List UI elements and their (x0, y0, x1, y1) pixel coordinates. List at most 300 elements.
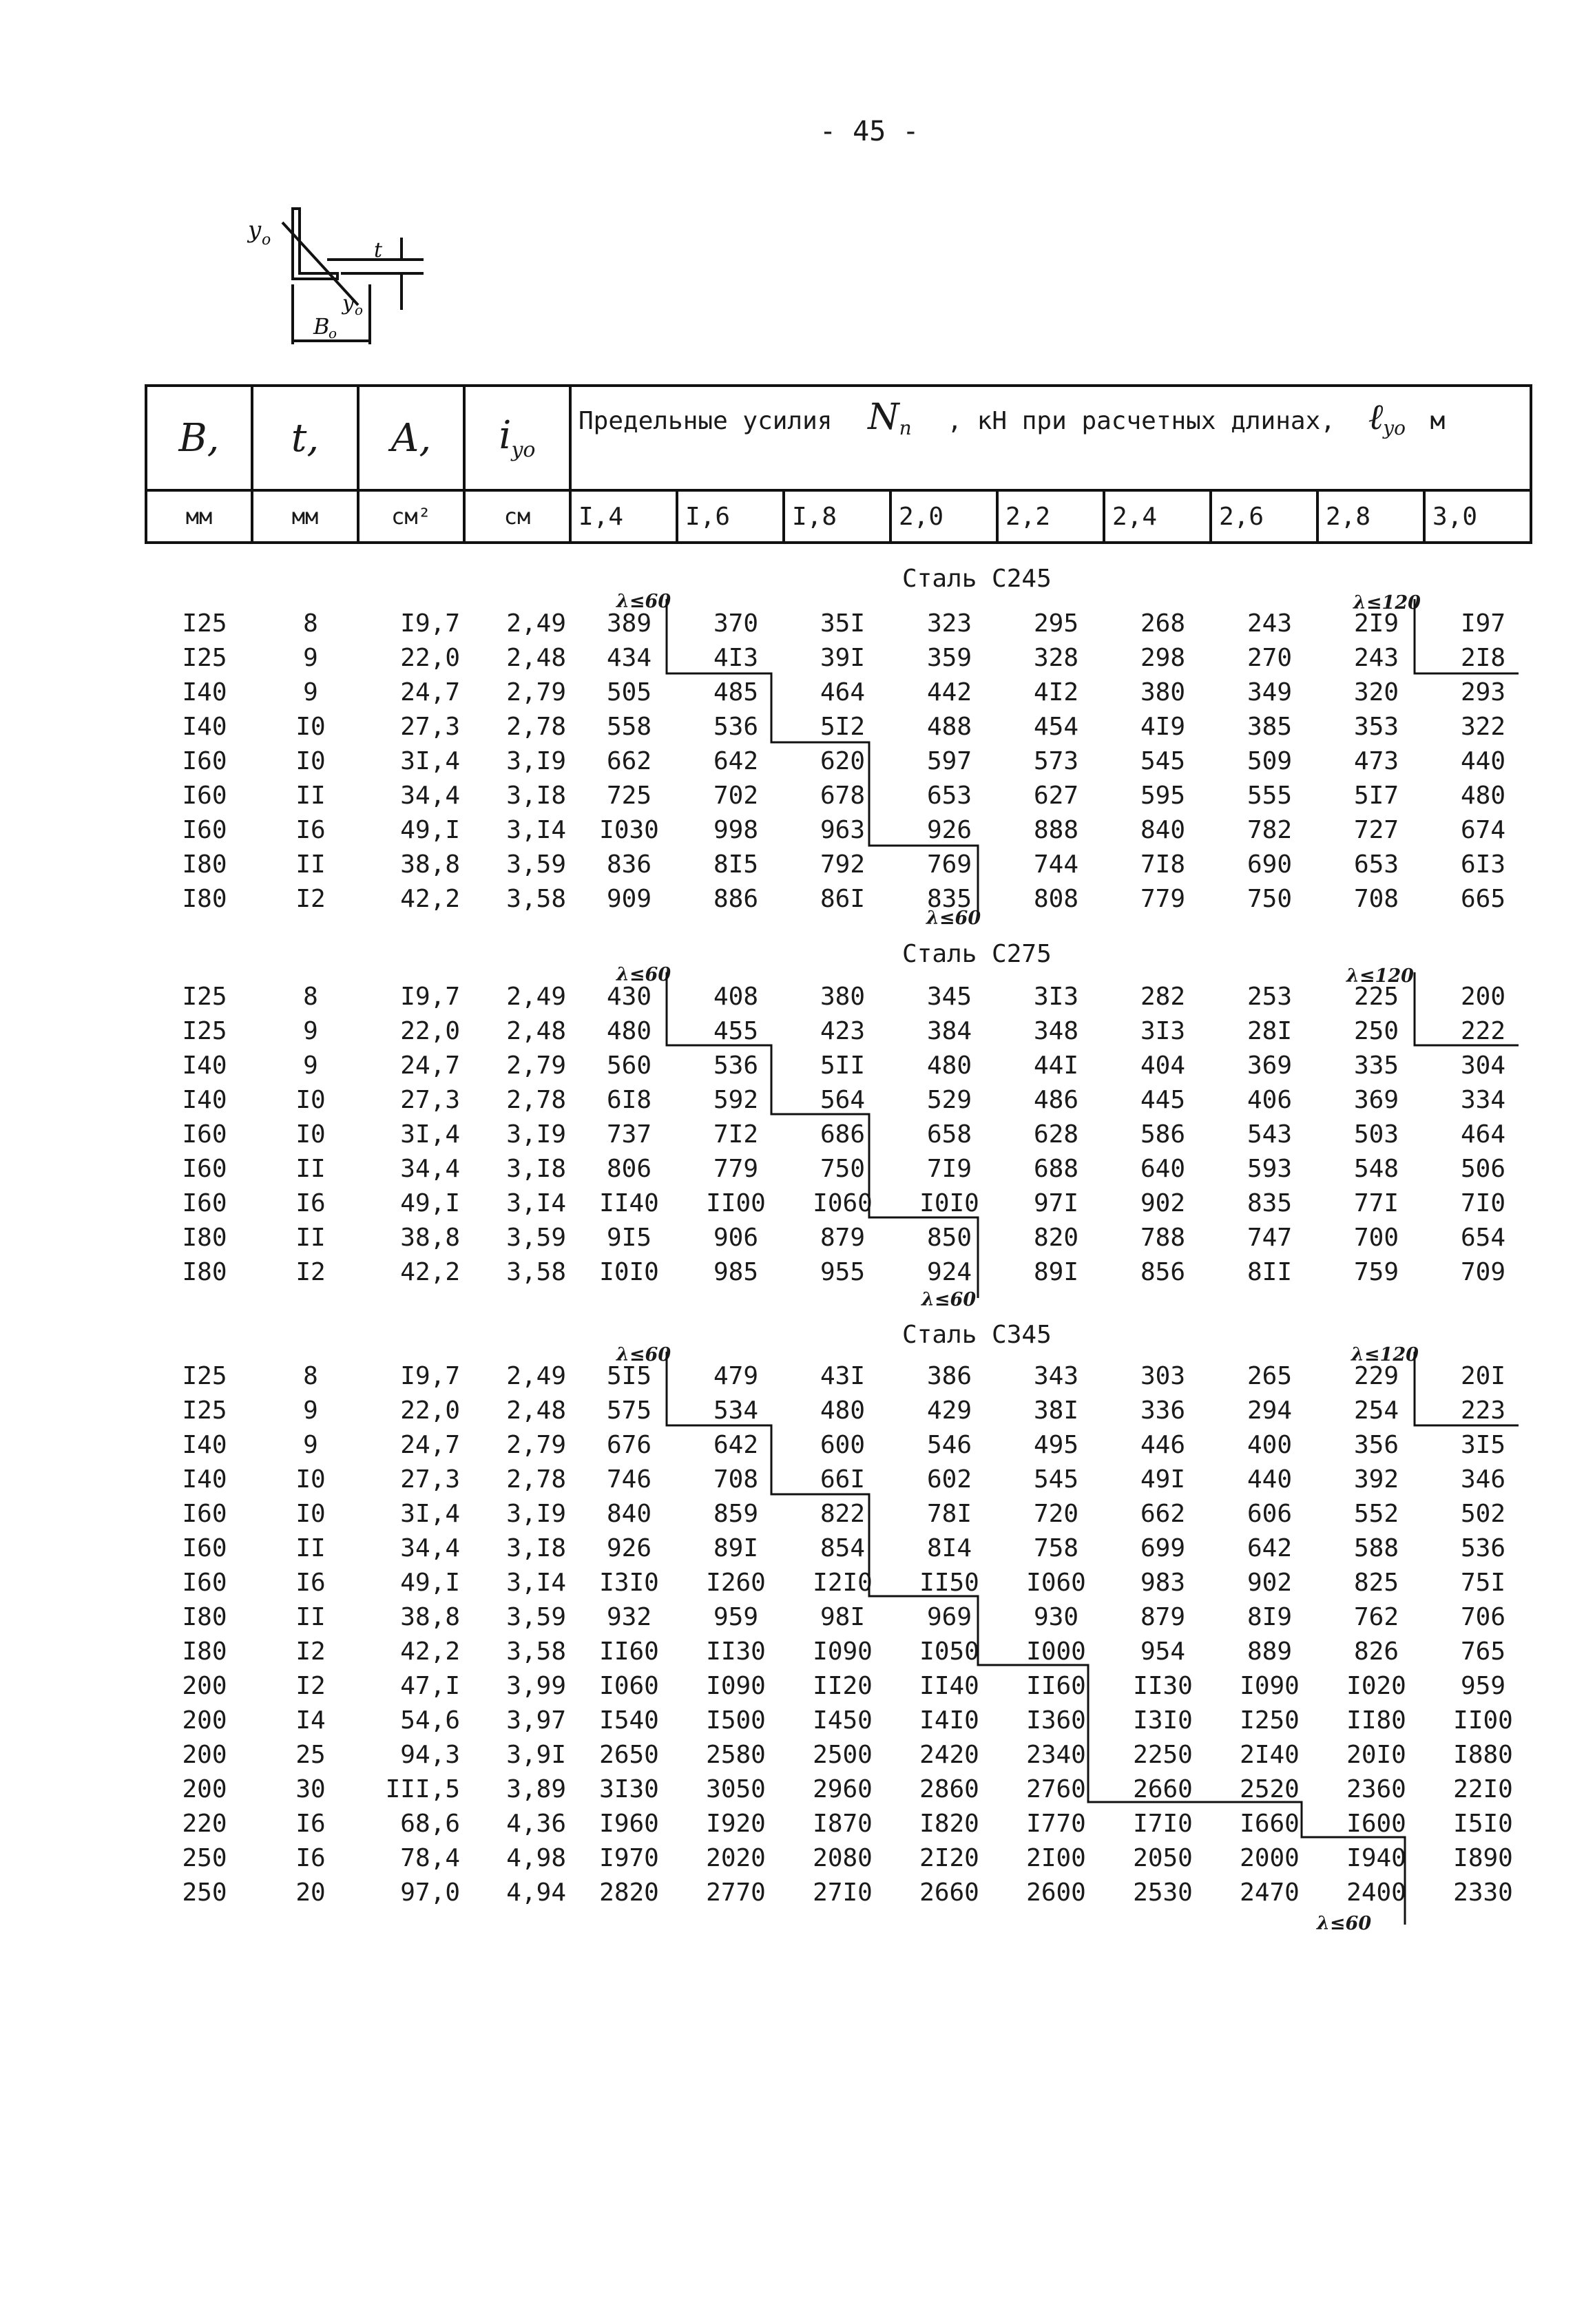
cell-limit-force: I820 (919, 1809, 979, 1838)
cell-b: I25 (182, 982, 227, 1011)
cell-limit-force: 676 (606, 1430, 652, 1459)
cell-limit-force: 727 (1353, 815, 1399, 844)
cell-b: I60 (182, 1120, 227, 1149)
cell-limit-force: 708 (713, 1465, 759, 1494)
cell-limit-force: II20 (813, 1671, 873, 1700)
cell-limit-force: I060 (813, 1189, 873, 1217)
cell-t: II (295, 781, 326, 810)
cell-t: 25 (295, 1740, 326, 1769)
length-1-4: I,4 (570, 490, 677, 543)
cell-limit-force: 75I (1460, 1568, 1506, 1597)
cell-b: I25 (182, 1396, 227, 1425)
cell-limit-force: 480 (1460, 781, 1506, 810)
cell-limit-force: 628 (1033, 1120, 1079, 1149)
cell-limit-force: 389 (606, 609, 652, 638)
cell-limit-force: I020 (1346, 1671, 1406, 1700)
cell-limit-force: 295 (1033, 609, 1079, 638)
cell-limit-force: 662 (1140, 1499, 1186, 1528)
cell-limit-force: 2650 (599, 1740, 659, 1769)
cell-b: I60 (182, 1499, 227, 1528)
cell-limit-force: 840 (606, 1499, 652, 1528)
cell-b: 250 (182, 1878, 227, 1907)
cell-limit-force: 762 (1353, 1602, 1399, 1631)
cell-limit-force: 759 (1353, 1257, 1399, 1286)
cell-t: I4 (295, 1706, 326, 1735)
cell-limit-force: 480 (926, 1051, 972, 1080)
cell-area: III,5 (385, 1775, 460, 1803)
cell-limit-force: 346 (1460, 1465, 1506, 1494)
cell-limit-force: 384 (926, 1016, 972, 1045)
cell-limit-force: 548 (1353, 1154, 1399, 1183)
cell-limit-force: 826 (1353, 1637, 1399, 1666)
cell-limit-force: 4I9 (1140, 712, 1186, 741)
cell-limit-force: 906 (713, 1223, 759, 1252)
cell-limit-force: 39I (820, 643, 866, 672)
cell-limit-force: 788 (1140, 1223, 1186, 1252)
cell-limit-force: 86I (820, 884, 866, 913)
cell-radius: 3,I9 (506, 1499, 566, 1528)
cell-limit-force: 445 (1140, 1085, 1186, 1114)
cell-limit-force: 597 (926, 746, 972, 775)
cell-limit-force: 386 (926, 1361, 972, 1390)
cell-radius: 2,78 (506, 1465, 566, 1494)
caption-len-subscript: yo (1383, 417, 1406, 440)
cell-limit-force: 588 (1353, 1533, 1399, 1562)
cell-limit-force: 592 (713, 1085, 759, 1114)
cell-b: I60 (182, 1189, 227, 1217)
cell-limit-force: 442 (926, 678, 972, 706)
cell-b: I40 (182, 1430, 227, 1459)
cell-limit-force: 2470 (1240, 1878, 1300, 1907)
cell-limit-force: 2340 (1026, 1740, 1086, 1769)
cell-limit-force: 2820 (599, 1878, 659, 1907)
cell-limit-force: I030 (599, 815, 659, 844)
cell-b: I60 (182, 1533, 227, 1562)
cell-limit-force: I0I0 (919, 1189, 979, 1217)
cell-b: 250 (182, 1843, 227, 1872)
length-2-6: 2,6 (1211, 490, 1317, 543)
cell-t: 8 (303, 982, 318, 1011)
cell-limit-force: 822 (820, 1499, 866, 1528)
cell-limit-force: 2360 (1346, 1775, 1406, 1803)
sketch-y0-bottom-subscript: o (355, 302, 364, 318)
cell-t: I0 (295, 1085, 326, 1114)
cell-limit-force: 404 (1140, 1051, 1186, 1080)
cell-t: 8 (303, 1361, 318, 1390)
cell-limit-force: 429 (926, 1396, 972, 1425)
cell-limit-force: 779 (713, 1154, 759, 1183)
cell-limit-force: 488 (926, 712, 972, 741)
cell-b: 200 (182, 1671, 227, 1700)
cell-area: I9,7 (400, 982, 460, 1011)
cell-limit-force: 932 (606, 1602, 652, 1631)
cell-t: II (295, 1154, 326, 1183)
cell-limit-force: I360 (1026, 1706, 1086, 1735)
cell-limit-force: I3I0 (1133, 1706, 1193, 1735)
cell-limit-force: 747 (1247, 1223, 1293, 1252)
cell-limit-force: 969 (926, 1602, 972, 1631)
cell-radius: 3,97 (506, 1706, 566, 1735)
cell-radius: 2,49 (506, 1361, 566, 1390)
cell-limit-force: I060 (1026, 1568, 1086, 1597)
cell-t: I0 (295, 712, 326, 741)
cell-t: I2 (295, 884, 326, 913)
cell-limit-force: 744 (1033, 850, 1079, 879)
cell-limit-force: 293 (1460, 678, 1506, 706)
cell-limit-force: 473 (1353, 746, 1399, 775)
cell-limit-force: 43I (820, 1361, 866, 1390)
cell-limit-force: 334 (1460, 1085, 1506, 1114)
cell-limit-force: 536 (713, 1051, 759, 1080)
cell-t: 9 (303, 1051, 318, 1080)
cell-limit-force: II60 (1026, 1671, 1086, 1700)
cell-limit-force: 359 (926, 643, 972, 672)
cell-area: 27,3 (400, 1085, 460, 1114)
cell-b: I80 (182, 1223, 227, 1252)
cell-area: 24,7 (400, 678, 460, 706)
cell-b: I60 (182, 746, 227, 775)
cell-t: I6 (295, 1189, 326, 1217)
cell-limit-force: 575 (606, 1396, 652, 1425)
cell-limit-force: I0I0 (599, 1257, 659, 1286)
cell-radius: 2,49 (506, 982, 566, 1011)
cell-limit-force: 959 (1460, 1671, 1506, 1700)
caption-n-subscript: n (899, 417, 912, 440)
cell-limit-force: 2500 (813, 1740, 873, 1769)
cell-t: I0 (295, 1120, 326, 1149)
cell-limit-force: 737 (606, 1120, 652, 1149)
cell-b: I80 (182, 1637, 227, 1666)
cell-limit-force: 485 (713, 678, 759, 706)
cell-limit-force: 243 (1353, 643, 1399, 672)
cell-limit-force: II30 (706, 1637, 766, 1666)
cell-t: II (295, 1533, 326, 1562)
cell-limit-force: 985 (713, 1257, 759, 1286)
lambda-label: λ≤60 (1317, 1913, 1372, 1934)
cell-limit-force: 348 (1033, 1016, 1079, 1045)
cell-limit-force: 3I5 (1460, 1430, 1506, 1459)
cell-area: 3I,4 (400, 746, 460, 775)
cell-b: 200 (182, 1740, 227, 1769)
sketch-y0-top-label: y (248, 216, 262, 244)
cell-limit-force: 808 (1033, 884, 1079, 913)
lambda-label: λ≤60 (926, 908, 981, 929)
cell-limit-force: 856 (1140, 1257, 1186, 1286)
length-2-4: 2,4 (1104, 490, 1211, 543)
cell-limit-force: 430 (606, 982, 652, 1011)
cell-limit-force: 792 (820, 850, 866, 879)
cell-limit-force: 779 (1140, 884, 1186, 913)
header-i-letter: i (499, 413, 512, 459)
cell-limit-force: 640 (1140, 1154, 1186, 1183)
lambda-label: λ≤60 (921, 1289, 977, 1310)
cell-limit-force: I050 (919, 1637, 979, 1666)
cell-limit-force: 706 (1460, 1602, 1506, 1631)
cell-limit-force: 2400 (1346, 1878, 1406, 1907)
cell-t: 9 (303, 1016, 318, 1045)
cell-limit-force: 454 (1033, 712, 1079, 741)
cell-limit-force: I97 (1460, 609, 1506, 638)
cell-limit-force: 902 (1247, 1568, 1293, 1597)
cell-limit-force: 343 (1033, 1361, 1079, 1390)
cell-limit-force: 555 (1247, 781, 1293, 810)
cell-limit-force: 27I0 (813, 1878, 873, 1907)
cell-limit-force: 654 (1460, 1223, 1506, 1252)
cell-radius: 4,98 (506, 1843, 566, 1872)
length-1-6: I,6 (677, 490, 784, 543)
boundary-line-lambda-120 (1415, 599, 1519, 673)
cell-area: 49,I (400, 815, 460, 844)
cell-t: I6 (295, 815, 326, 844)
cell-limit-force: 243 (1247, 609, 1293, 638)
cell-radius: 3,I8 (506, 1533, 566, 1562)
cell-radius: 4,36 (506, 1809, 566, 1838)
cell-limit-force: 2770 (706, 1878, 766, 1907)
cell-limit-force: 408 (713, 982, 759, 1011)
cell-limit-force: 353 (1353, 712, 1399, 741)
cell-limit-force: 653 (1353, 850, 1399, 879)
cell-t: I6 (295, 1568, 326, 1597)
cell-limit-force: 820 (1033, 1223, 1079, 1252)
cell-limit-force: 229 (1353, 1361, 1399, 1390)
cell-limit-force: 746 (606, 1465, 652, 1494)
cell-radius: 2,78 (506, 1085, 566, 1114)
cell-limit-force: 758 (1033, 1533, 1079, 1562)
cell-b: I40 (182, 1051, 227, 1080)
cell-limit-force: 545 (1033, 1465, 1079, 1494)
cell-limit-force: 595 (1140, 781, 1186, 810)
cell-limit-force: 702 (713, 781, 759, 810)
cell-t: 20 (295, 1878, 326, 1907)
cell-limit-force: 690 (1247, 850, 1293, 879)
cell-limit-force: I540 (599, 1706, 659, 1735)
lambda-label: λ≤120 (1353, 592, 1421, 614)
cell-t: II (295, 1602, 326, 1631)
cell-b: I80 (182, 1257, 227, 1286)
cell-radius: 3,58 (506, 1637, 566, 1666)
boundary-line-lambda-60 (667, 1352, 1405, 1925)
cell-b: 200 (182, 1775, 227, 1803)
cell-t: I0 (295, 746, 326, 775)
cell-limit-force: 434 (606, 643, 652, 672)
cell-limit-force: 9I5 (606, 1223, 652, 1252)
cell-limit-force: 20I (1460, 1361, 1506, 1390)
cell-limit-force: 543 (1247, 1120, 1293, 1149)
cell-limit-force: 983 (1140, 1568, 1186, 1597)
cell-limit-force: 486 (1033, 1085, 1079, 1114)
cell-limit-force: 642 (713, 746, 759, 775)
cell-limit-force: 446 (1140, 1430, 1186, 1459)
cell-limit-force: 20I0 (1346, 1740, 1406, 1769)
cell-limit-force: 77I (1353, 1189, 1399, 1217)
cell-limit-force: 825 (1353, 1568, 1399, 1597)
unit-t: мм (252, 490, 358, 543)
cell-b: I60 (182, 815, 227, 844)
cell-t: I2 (295, 1257, 326, 1286)
cell-limit-force: 5I5 (606, 1361, 652, 1390)
cell-limit-force: I090 (1240, 1671, 1300, 1700)
cell-limit-force: 686 (820, 1120, 866, 1149)
cell-b: I80 (182, 850, 227, 879)
cell-b: I40 (182, 1085, 227, 1114)
cell-limit-force: 2050 (1133, 1843, 1193, 1872)
cell-limit-force: 2860 (919, 1775, 979, 1803)
cell-limit-force: 423 (820, 1016, 866, 1045)
cell-t: I0 (295, 1499, 326, 1528)
cell-limit-force: 642 (1247, 1533, 1293, 1562)
cell-radius: 2,79 (506, 678, 566, 706)
cell-limit-force: I000 (1026, 1637, 1086, 1666)
cell-area: 97,0 (400, 1878, 460, 1907)
length-2-0: 2,0 (890, 490, 997, 543)
header-b-symbol: B, (146, 386, 252, 490)
cell-limit-force: 3I30 (599, 1775, 659, 1803)
cell-limit-force: 782 (1247, 815, 1293, 844)
cell-limit-force: 392 (1353, 1465, 1399, 1494)
cell-radius: 2,79 (506, 1430, 566, 1459)
cell-limit-force: 2I40 (1240, 1740, 1300, 1769)
cell-limit-force: 600 (820, 1430, 866, 1459)
cell-limit-force: 28I (1247, 1016, 1293, 1045)
unit-b: мм (146, 490, 252, 543)
cell-limit-force: 750 (820, 1154, 866, 1183)
cell-limit-force: I090 (706, 1671, 766, 1700)
caption-len-symbol: ℓ (1368, 397, 1384, 438)
cell-area: 47,I (400, 1671, 460, 1700)
cell-limit-force: I660 (1240, 1809, 1300, 1838)
cell-limit-force: 545 (1140, 746, 1186, 775)
sketch-b0-subscript: o (329, 325, 337, 342)
lambda-label: λ≤120 (1351, 1344, 1419, 1365)
cell-limit-force: 479 (713, 1361, 759, 1390)
cell-b: I80 (182, 884, 227, 913)
cell-limit-force: 2600 (1026, 1878, 1086, 1907)
cell-limit-force: 8I9 (1247, 1602, 1293, 1631)
cell-limit-force: 593 (1247, 1154, 1293, 1183)
cell-area: 49,I (400, 1568, 460, 1597)
cell-radius: 2,48 (506, 1396, 566, 1425)
cell-limit-force: 282 (1140, 982, 1186, 1011)
cell-limit-force: 6I8 (606, 1085, 652, 1114)
cell-b: I60 (182, 1154, 227, 1183)
cell-t: II (295, 1223, 326, 1252)
cell-radius: 3,I4 (506, 815, 566, 844)
unit-a: см² (358, 490, 464, 543)
cell-radius: 3,58 (506, 1257, 566, 1286)
lambda-label: λ≤60 (616, 591, 671, 612)
caption-middle: , кН при расчетных длинах, (947, 407, 1335, 435)
cell-limit-force: 440 (1247, 1465, 1293, 1494)
cell-limit-force: 4I2 (1033, 678, 1079, 706)
cell-b: I25 (182, 643, 227, 672)
cell-limit-force: 323 (926, 609, 972, 638)
cell-limit-force: 888 (1033, 815, 1079, 844)
cell-radius: 3,59 (506, 1602, 566, 1631)
cell-limit-force: II50 (919, 1568, 979, 1597)
cell-limit-force: 700 (1353, 1223, 1399, 1252)
cell-limit-force: 44I (1033, 1051, 1079, 1080)
cell-t: II (295, 850, 326, 879)
cell-limit-force: 270 (1247, 643, 1293, 672)
cell-limit-force: 328 (1033, 643, 1079, 672)
length-2-2: 2,2 (997, 490, 1104, 543)
cell-limit-force: 3I3 (1033, 982, 1079, 1011)
cell-b: 200 (182, 1706, 227, 1735)
section-title-c275: Сталь С275 (902, 940, 1052, 968)
cell-limit-force: 503 (1353, 1120, 1399, 1149)
cell-area: 94,3 (400, 1740, 460, 1769)
cell-limit-force: I970 (599, 1843, 659, 1872)
cell-limit-force: 480 (820, 1396, 866, 1425)
header-a-symbol: A, (358, 386, 464, 490)
cell-limit-force: 2250 (1133, 1740, 1193, 1769)
cell-area: 27,3 (400, 1465, 460, 1494)
cell-radius: 3,9I (506, 1740, 566, 1769)
cell-limit-force: 345 (926, 982, 972, 1011)
cell-limit-force: 835 (926, 884, 972, 913)
cell-limit-force: 886 (713, 884, 759, 913)
cell-area: 42,2 (400, 884, 460, 913)
cell-limit-force: 7I8 (1140, 850, 1186, 879)
cell-limit-force: 2520 (1240, 1775, 1300, 1803)
cell-area: 38,8 (400, 1602, 460, 1631)
cell-limit-force: 7I0 (1460, 1189, 1506, 1217)
cell-limit-force: 2000 (1240, 1843, 1300, 1872)
cell-limit-force: 322 (1460, 712, 1506, 741)
caption-unit: м (1430, 407, 1446, 435)
cell-limit-force: I250 (1240, 1706, 1300, 1735)
cell-limit-force: 380 (1140, 678, 1186, 706)
page-number: - 45 - (820, 116, 919, 147)
cell-limit-force: II60 (599, 1637, 659, 1666)
cell-limit-force: 3I3 (1140, 1016, 1186, 1045)
cell-limit-force: 564 (820, 1085, 866, 1114)
cell-limit-force: 223 (1460, 1396, 1506, 1425)
sketch-y0-bottom-label: y (342, 291, 354, 315)
cell-limit-force: 930 (1033, 1602, 1079, 1631)
cell-limit-force: 505 (606, 678, 652, 706)
cell-area: 34,4 (400, 1154, 460, 1183)
sketch-y0-top-subscript: o (262, 231, 271, 249)
cell-radius: 3,89 (506, 1775, 566, 1803)
boundary-line-lambda-60 (667, 972, 978, 1298)
cell-limit-force: 642 (713, 1430, 759, 1459)
cell-limit-force: 5I7 (1353, 781, 1399, 810)
cell-limit-force: 573 (1033, 746, 1079, 775)
cell-limit-force: 909 (606, 884, 652, 913)
cell-limit-force: 678 (820, 781, 866, 810)
cell-limit-force: 2960 (813, 1775, 873, 1803)
cell-limit-force: II00 (706, 1189, 766, 1217)
lambda-label: λ≤60 (616, 1344, 671, 1365)
cell-limit-force: 850 (926, 1223, 972, 1252)
cell-area: 34,4 (400, 781, 460, 810)
cell-limit-force: 253 (1247, 982, 1293, 1011)
cell-limit-force: 859 (713, 1499, 759, 1528)
cell-area: 3I,4 (400, 1499, 460, 1528)
cell-limit-force: 250 (1353, 1016, 1399, 1045)
cell-limit-force: 902 (1140, 1189, 1186, 1217)
cell-b: I40 (182, 678, 227, 706)
cell-area: 54,6 (400, 1706, 460, 1735)
cell-limit-force: 268 (1140, 609, 1186, 638)
cell-limit-force: 464 (1460, 1120, 1506, 1149)
length-3-0: 3,0 (1424, 490, 1531, 543)
cell-limit-force: 35I (820, 609, 866, 638)
cell-area: 38,8 (400, 850, 460, 879)
cell-limit-force: 406 (1247, 1085, 1293, 1114)
cell-limit-force: 924 (926, 1257, 972, 1286)
